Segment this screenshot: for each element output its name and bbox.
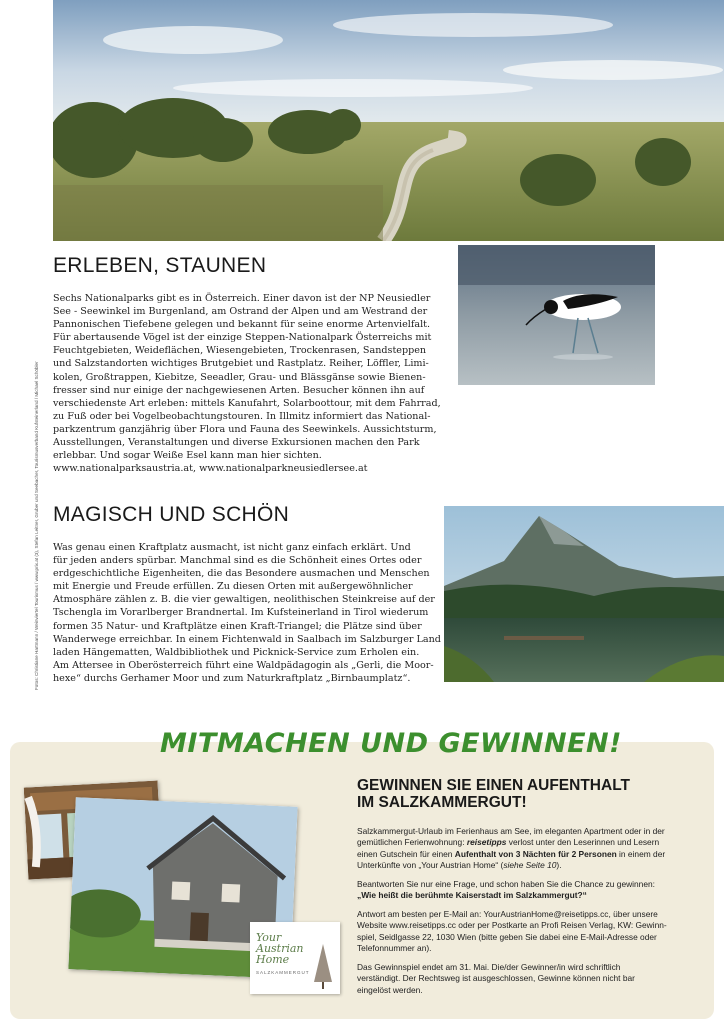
text-line bbox=[357, 860, 702, 871]
text-segment: Unterkünfte von „Your Austrian Home“ ( bbox=[357, 860, 504, 871]
text-line: Antwort am besten per E-Mail an: YourAustrianHome@reisetipps.cc, über unsere bbox=[357, 909, 658, 919]
text-line: verständigt. Der Rechtsweg ist ausgeschlossen, Gewinne können nicht bar bbox=[357, 973, 635, 984]
text-line: See - Seewinkel im Burgenland, am Ostrand der Alpen und am Westrand der bbox=[53, 306, 428, 318]
logo-subtext: SALZKAMMERGUT bbox=[256, 970, 310, 975]
text-segment: ). bbox=[556, 860, 562, 871]
text-line: hexe“ durchs Gerhamer Moor und zum Naturkraftplatz „Birnbaumplatz“. bbox=[53, 672, 411, 684]
your-austrian-home-logo bbox=[250, 922, 340, 994]
text-line: und Salzstandorten wichtiges Brutgebiet und Rastplatz. Reiher, Löffler, Limi- bbox=[53, 358, 429, 370]
text-line: kolen, Großtrappen, Kiebitze, Seeadler, Grau- und Blässgänse sowie Bienen- bbox=[53, 371, 426, 383]
section1-text bbox=[53, 292, 441, 475]
logo-text: Your Austrian Home bbox=[256, 931, 304, 966]
text-line: verschiedenste Art erleben: mittels Kanufahrt, Solarboottour, mit dem Fahrrad, bbox=[53, 397, 441, 409]
text-line: parkzentrum ganzjährig über Flora und Fauna des Seewinkels. Aussichtsturm, bbox=[53, 423, 437, 435]
text-segment: einen Gutschein für einen bbox=[357, 848, 455, 859]
text-line: Wanderwege erreichbar. In einem Fichtenwald in Saalbach im Salzburger Land bbox=[53, 633, 441, 645]
text-line: Salzkammergut-Urlaub im Ferienhaus am See, im eleganten Apartment oder in der bbox=[357, 826, 665, 836]
brand-name: reisetipps bbox=[466, 837, 507, 848]
contest-heading-line1: GEWINNEN SIE EINEN AUFENTHALT bbox=[357, 777, 630, 794]
text-line: eingelöst werden. bbox=[357, 984, 423, 995]
contest-title: MITMACHEN UND GEWINNEN! bbox=[160, 728, 622, 759]
text-line: für jeden anders spürbar. Manchmal sind es die Schönheit eines Ortes oder bbox=[53, 555, 422, 567]
text-line: Website www.reisetipps.cc oder per Postkarte an Profi Reisen Verlag, KW: Gewinn- bbox=[357, 920, 667, 931]
text-line: Telefonnummer an). bbox=[357, 943, 432, 954]
text-line: formen 35 Natur- und Kraftplätze einen Kraft-Triangel; die Plätze sind über bbox=[53, 620, 422, 632]
text-line: laden Hängematten, Waldbibliothek und Picknick-Service zum Erholen ein. bbox=[53, 646, 420, 658]
text-line: Tschengla im Vorarlberger Brandnertal. Im Kufsteinerland in Tirol wiederum bbox=[53, 607, 429, 619]
text-line: Sechs Nationalparks gibt es in Österreich. Einer davon ist der NP Neusiedler bbox=[53, 293, 431, 304]
section2-text bbox=[53, 541, 441, 685]
page-reference: siehe Seite 10 bbox=[503, 860, 557, 871]
text-line bbox=[357, 890, 702, 901]
text-line: Atmosphäre zählen z. B. die vier gewaltigen, neolithischen Steinkreise auf der bbox=[53, 594, 435, 606]
text-line: Beantworten Sie nur eine Frage, und schon haben Sie die Chance zu gewinnen: bbox=[357, 879, 655, 889]
tree-icon bbox=[312, 942, 334, 990]
contest-paragraph-2 bbox=[357, 879, 702, 902]
contest-paragraph-4 bbox=[357, 962, 702, 996]
contest-question: „Wie heißt die berühmte Kaiserstadt im Salzkammergut?“ bbox=[357, 890, 587, 901]
text-line: zu Fuß oder bei Vogelbeobachtungstouren. In Illmitz informiert das National- bbox=[53, 410, 431, 422]
text-line bbox=[357, 849, 702, 860]
text-line: Pannonischen Tiefebene gelegen und bekannt für seine enorme Artenvielfalt. bbox=[53, 319, 431, 331]
text-line: fresser sind nur einige der nachgewiesenen Arten. Besucher können ihn auf bbox=[53, 384, 425, 396]
hero-photo-national-park bbox=[53, 0, 724, 241]
text-line: Am Attersee in Oberösterreich führt eine Waldpädagogin als „Gerli, die Moor- bbox=[53, 659, 434, 671]
contest-paragraph-3 bbox=[357, 909, 702, 955]
text-line: Feuchtgebieten, Weideflächen, Wiesengebieten, Trockenrasen, Sandsteppen bbox=[53, 345, 427, 357]
mountain-lake-photo bbox=[444, 506, 724, 682]
text-line: Für abertausende Vögel ist der einzige Steppen-Nationalpark Österreichs mit bbox=[53, 332, 432, 344]
avocet-bird-photo bbox=[458, 245, 655, 385]
contest-heading bbox=[357, 778, 697, 811]
photo-credit: Fotos: Christiane Hartmann / Weinviertel Tourismus / www.prix.at (3), Stefan Leitner, Gruber und Seebacher, Tourismusverband Kufsteinerland / Michael Schöbler bbox=[34, 361, 39, 690]
text-line: www.nationalparksaustria.at, www.nationalparkneusiedlersee.at bbox=[53, 463, 368, 475]
text-line bbox=[357, 837, 702, 848]
text-segment: in einem der bbox=[616, 848, 666, 859]
contest-heading-line2: IM SALZKAMMERGUT! bbox=[357, 793, 527, 811]
text-line: spiel, Seidlgasse 22, 1030 Wien (bitte geben Sie dabei eine E-Mail-Adresse oder bbox=[357, 931, 657, 942]
text-line: mit Energie und Freude erfüllen. Zu diesen Orten mit außergewöhnlicher bbox=[53, 581, 413, 593]
text-segment: verlost unter den Leserinnen und Lesern bbox=[506, 837, 660, 848]
contest-paragraph-1 bbox=[357, 826, 702, 872]
prize-text: Aufenthalt von 3 Nächten für 2 Personen bbox=[454, 848, 617, 859]
section-heading-erleben: ERLEBEN, STAUNEN bbox=[53, 254, 267, 277]
text-line: erlebbar. Und sogar Weiße Esel kann man hier sichten. bbox=[53, 450, 322, 462]
text-line: Ausstellungen, Veranstaltungen und diverse Exkursionen machen den Park bbox=[53, 437, 420, 449]
text-segment: gemütlichen Ferienwohnung: bbox=[357, 837, 467, 848]
text-line: Das Gewinnspiel endet am 31. Mai. Die/der Gewinner/in wird schriftlich bbox=[357, 962, 621, 972]
text-line: Was genau einen Kraftplatz ausmacht, ist nicht ganz einfach erklärt. Und bbox=[53, 542, 411, 553]
section-heading-magisch: MAGISCH UND SCHÖN bbox=[53, 503, 290, 526]
text-line: erdgeschichtliche Eigenheiten, die das Besondere ausmachen und Menschen bbox=[53, 568, 430, 580]
